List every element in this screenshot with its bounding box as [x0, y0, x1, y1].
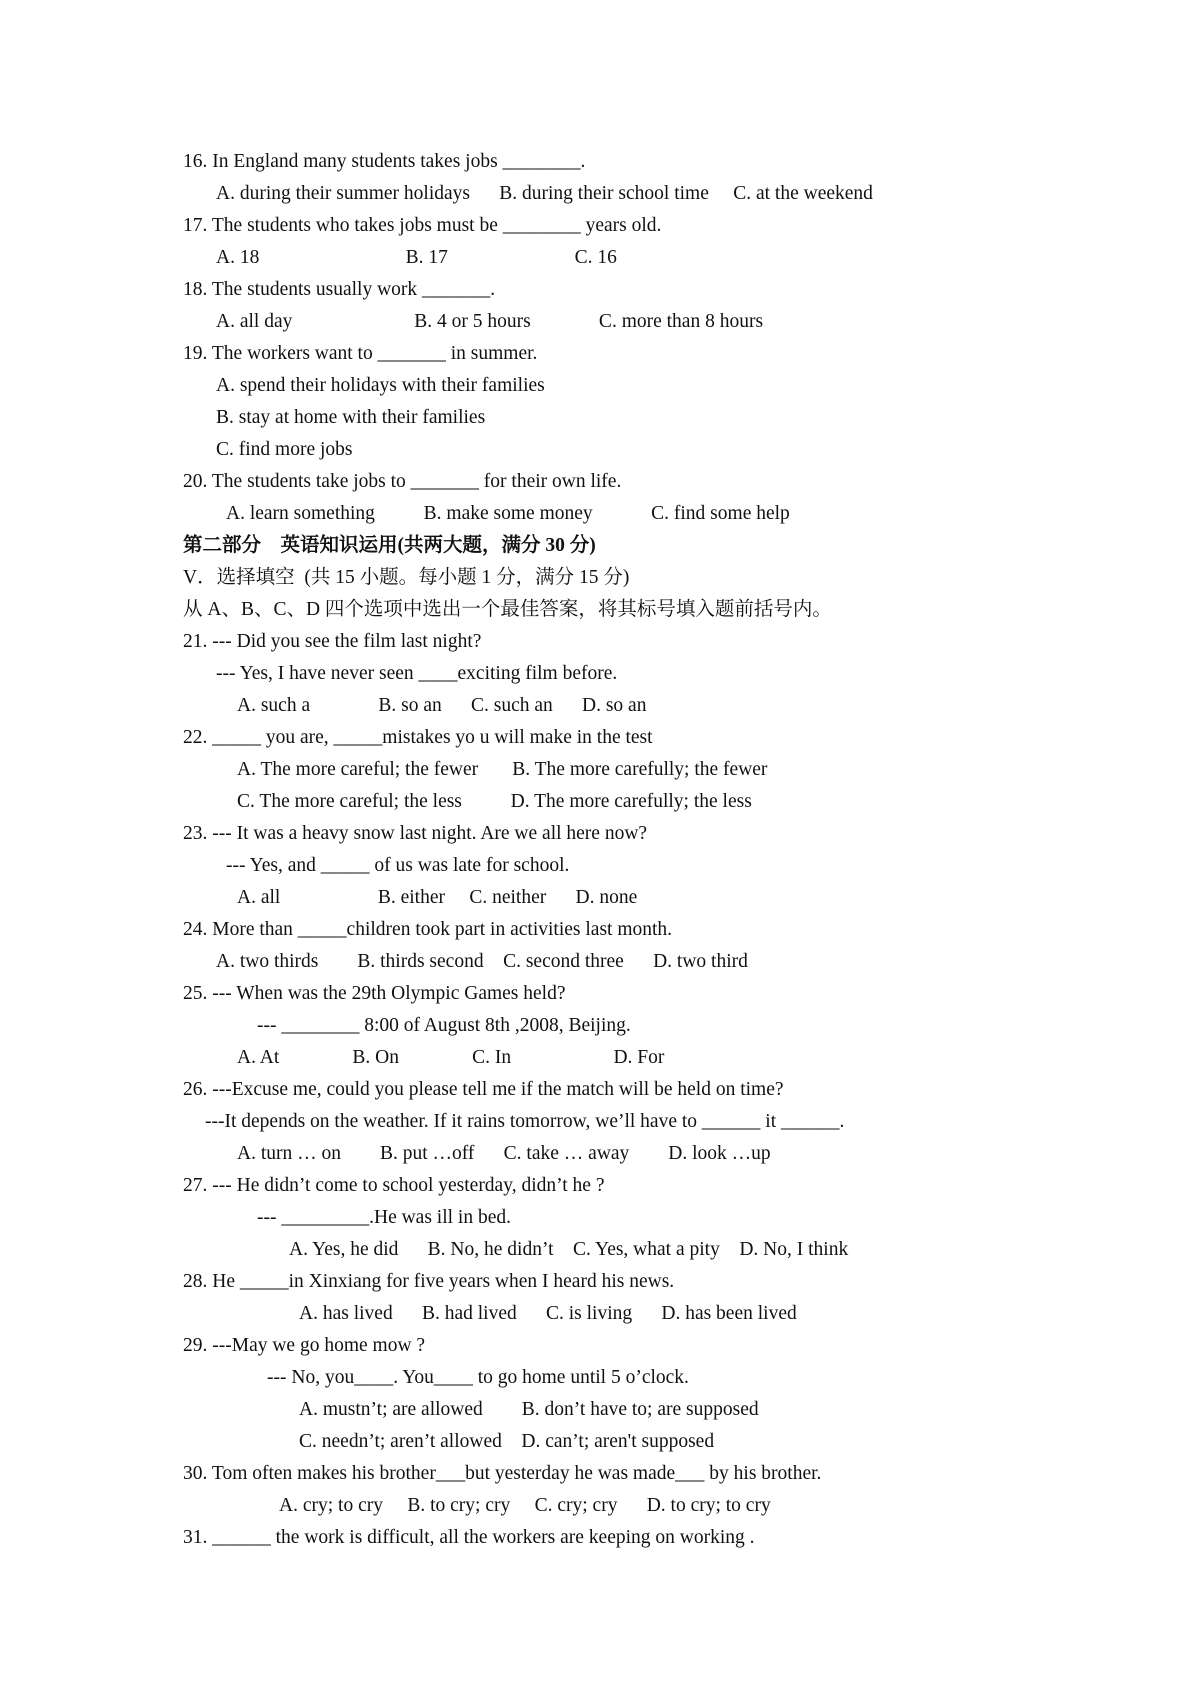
question-27: 27. --- He didn’t come to school yesterday, didn’t he ?: [183, 1175, 605, 1196]
options-18: A. all day B. 4 or 5 hours C. more than 8 hours: [216, 311, 764, 332]
options-23: A. all B. either C. neither D. none: [237, 887, 638, 908]
option-19b: B. stay at home with their families: [216, 407, 486, 428]
question-23: 23. --- It was a heavy snow last night. Are we all here now?: [183, 823, 648, 844]
question-17: 17. The students who takes jobs must be ________ years old.: [183, 215, 662, 236]
question-25: 25. --- When was the 29th Olympic Games held?: [183, 983, 566, 1004]
section-heading: 第二部分 英语知识运用(共两大题，满分 30 分): [183, 535, 596, 556]
options-25: A. At B. On C. In D. For: [237, 1047, 665, 1068]
options-16: A. during their summer holidays B. during their school time C. at the weekend: [216, 183, 873, 204]
question-29: 29. ---May we go home mow ?: [183, 1335, 426, 1356]
question-31: 31. ______ the work is difficult, all the workers are keeping on working .: [183, 1527, 755, 1548]
options-27: A. Yes, he did B. No, he didn’t C. Yes, what a pity D. No, I think: [289, 1239, 849, 1260]
options-28: A. has lived B. had lived C. is living D. has been lived: [299, 1303, 797, 1324]
options-20: A. learn something B. make some money C. find some help: [226, 503, 790, 524]
question-21: 21. --- Did you see the film last night?: [183, 631, 482, 652]
question-21-reply: --- Yes, I have never seen ____exciting film before.: [216, 663, 618, 684]
option-19c: C. find more jobs: [216, 439, 353, 460]
options-22-ab: A. The more careful; the fewer B. The more carefully; the fewer: [237, 759, 768, 780]
question-25-reply: --- ________ 8:00 of August 8th ,2008, Beijing.: [257, 1015, 631, 1036]
option-19a: A. spend their holidays with their families: [216, 375, 545, 396]
options-17: A. 18 B. 17 C. 16: [216, 247, 617, 268]
options-21: A. such a B. so an C. such an D. so an: [237, 695, 647, 716]
instructions: 从 A、B、C、D 四个选项中选出一个最佳答案，将其标号填入题前括号内。: [183, 599, 832, 620]
options-22-cd: C. The more careful; the less D. The more carefully; the less: [237, 791, 752, 812]
question-28: 28. He _____in Xinxiang for five years when I heard his news.: [183, 1271, 675, 1292]
question-22: 22. _____ you are, _____mistakes yo u will make in the test: [183, 727, 653, 748]
question-16: 16. In England many students takes jobs ________.: [183, 151, 586, 172]
options-30: A. cry; to cry B. to cry; cry C. cry; cry D. to cry; to cry: [279, 1495, 771, 1516]
options-29-cd: C. needn’t; aren’t allowed D. can’t; aren't supposed: [299, 1431, 715, 1452]
question-23-reply: --- Yes, and _____ of us was late for school.: [226, 855, 570, 876]
question-30: 30. Tom often makes his brother___but yesterday he was made___ by his brother.: [183, 1463, 822, 1484]
options-29-ab: A. mustn’t; are allowed B. don’t have to; are supposed: [299, 1399, 759, 1420]
options-24: A. two thirds B. thirds second C. second three D. two third: [216, 951, 748, 972]
question-24: 24. More than _____children took part in activities last month.: [183, 919, 673, 940]
question-20: 20. The students take jobs to _______ for their own life.: [183, 471, 622, 492]
subsection-heading: V．选择填空 (共 15 小题。每小题 1 分，满分 15 分): [183, 567, 630, 588]
question-19: 19. The workers want to _______ in summer.: [183, 343, 538, 364]
question-26-reply: ---It depends on the weather. If it rains tomorrow, we’ll have to ______ it ______.: [205, 1111, 845, 1132]
question-18: 18. The students usually work _______.: [183, 279, 496, 300]
question-29-reply: --- No, you____. You____ to go home until 5 o’clock.: [267, 1367, 689, 1388]
options-26: A. turn … on B. put …off C. take … away D. look …up: [237, 1143, 771, 1164]
question-27-reply: --- _________.He was ill in bed.: [257, 1207, 511, 1228]
question-26: 26. ---Excuse me, could you please tell me if the match will be held on time?: [183, 1079, 784, 1100]
